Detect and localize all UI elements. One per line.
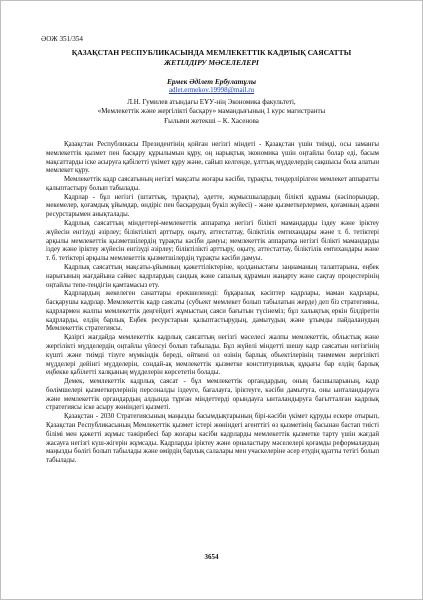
paragraph: Кадрлық саясаттың міндеттері-мемлекеттік аппаратқа негізгі білікті мамандарды іздеу және іріктеу жүйесін енгізуді әзірлеу; біліктілікті арттыру, оқыту, аттестаттау, біліктілік емтихандары және т. б. тетіктері арқылы мемлекеттік қызметшілердің тұрақты кәсіби дамуы; мемлекеттік аппаратқа негізгі білікті мамандарды іздеу және іріктеу жүйесін енгізуді әзірлеу; біліктілікті арттыру, оқыту, аттестаттау, біліктілік емтихандары және т. б. тетіктері арқылы мемлекеттік қызметшілердің тұрақты кәсіби дамуы. xyxy=(46,220,379,263)
paragraph: Қазақстан - 2030 Стратегиясының маңызды басымдықтарының бірі-кәсіби үкімет құруды ескере отырып, Қазақстан Республикасының Мемлекеттік қызмет істері жөніндегі агенттігі өз қызметінің басынан бастап тиісті білімі мен қажетті жұмыс тәжірибесі бар жоғары кәсіби кадрларды мемлекеттік қызметке тарту үшін жағдай жасауға негізгі күш-жігерін жұмсады. Кадрларды іріктеу және орналастыру мәселелері қоғамды реформалаудың маңызды бөлігі болып табылады және өмірдің барлық салалары мен учаскелеріне әсер етудің құатты тетігі болып табылады. xyxy=(46,413,379,465)
paragraph: Қазақстан Республикасы Президентінің қойған негізгі міндеті - Қазақстан үшін тиімді, осы заманғы мемлекеттік қызмет пен басқару құрылымын құру, оң нарықтық экономика үшін оңтайлы болар еді, басым мақсаттарды іске асыруға қабілетті үкімет құру және, сайып келгенде, ұлттық мүдделердің сақшысы бола алатын мемлекет құру. xyxy=(46,141,379,175)
paragraph: Кадрлар - бұл негізгі (штаттық, тұрақты), әдетте, жұмысшылардың білікті құрамы (кәсіпорындар, мекемелер, қоғамдық ұйымдар, өндіріс пен басқарудың бүкіл жүйесі) - және қызметкерлермен, қоғамның адами ресурстарымен анықталады. xyxy=(46,193,379,219)
affiliation-line-1: Л.Н. Гумилев атындағы ЕҰУ-нің Экономика факультеті, xyxy=(127,98,296,106)
affiliation-line-3: Ғылыми жетекші – К. Хасенова xyxy=(164,116,259,125)
paragraph: Демек, мемлекеттік кадрлық саясат - бұл мемлекеттік органдардың, оның басшыларының, кадр бөлімшелері қызметкерлерінің персоналды іздеуге, бағалауға, іріктеуге, кәсіби дамытуға, оны ынталандыруға және мемлекеттік органдардың алдында тұрған міндеттерді орындауға ынталандыруға бағытталған кадрлық стратегиясы іске асыру жөніндегі қызметі. xyxy=(46,378,379,412)
author-name: Ермек Әділет Ербулатұлы xyxy=(167,77,256,86)
paragraph: Кадрлық саясаттың мақсаты-ұйымның қажеттіліктеріне, қолданыстағы заңнаманың талаптарына, еңбек нарығының жағдайына сәйкес кадрлардың сандық және сапалық құрамын жаңарту және сақтау процестерінің оңтайлы тепе-теңдігін қамтамасыз ету. xyxy=(46,263,379,289)
paragraph: Мемлекеттік кадр саясатының негізгі мақсаты жоғары кәсіби, тұрақты, тендерлірілген мемлекет аппаратты қалыптастыру болып табылады. xyxy=(46,176,379,192)
udc-code: ӘОЖ 351/354 xyxy=(41,35,83,43)
author-email-link[interactable]: adlet.ermekov.19998@mail.ru xyxy=(168,86,255,94)
page-number: 3654 xyxy=(204,553,219,561)
article-body xyxy=(46,141,379,466)
title-line-1: ҚАЗАҚСТАН РЕСПУБЛИКАСЫНДА МЕМЛЕКЕТТІК КАДРЛЫҚ САЯСАТТЫ xyxy=(71,48,352,57)
affiliation-line-2: «Мемлекеттік және жергілікті басқару» мамандығының 1 курс магистранты xyxy=(97,107,326,116)
paragraph: Қазіргі жағдайда мемлекеттік кадрлық саясаттың негізгі мәселесі жалпы мемлекеттік, облыстық және жергілікті мүдделердің оңтайлы үйлесуі болып табылады. Бұл жүйелі міндетті шешу кадр саясатын негізгінің күшті және тиімді тізуге мүмкіндік береді, өйткені ол өзінің барлық объектілерінің тәнмемен жергілікті мүдделері дейінгі мүдделерін, сондай-ақ мемлекеттік қызметке конституциялық құқығы бар елдің барлық еңбекке қабілетті халқының мүдделерін көрсететін болады. xyxy=(46,334,379,377)
title-line-2: ЖЕТІЛДІРУ МӘСЕЛЕЛЕРІ xyxy=(164,57,259,67)
article-title xyxy=(41,48,382,67)
affiliation xyxy=(1,98,422,126)
paragraph: Кадрлардың жекелеген санаттары ерекшеленеді: бұқаралық кәсіптер кадрлары, маман кадрлары, басқарушы кадрлар. Мемлекеттік кадр саясаты (субъект мемлекет болып табылатын жерде) деп біз стратегияны, кадрлармен жалпы мемлекеттік деңгейдегі жұмыстың саяси бағытын түсінеміз; бұл халықтық еркін білдіретін кадрларды, елдің барлық Еңбек ресурстарын қалыптастырудың, дамытудың және ұтымды пайдаланудың Мемлекеттік стратегиясы. xyxy=(46,290,379,333)
